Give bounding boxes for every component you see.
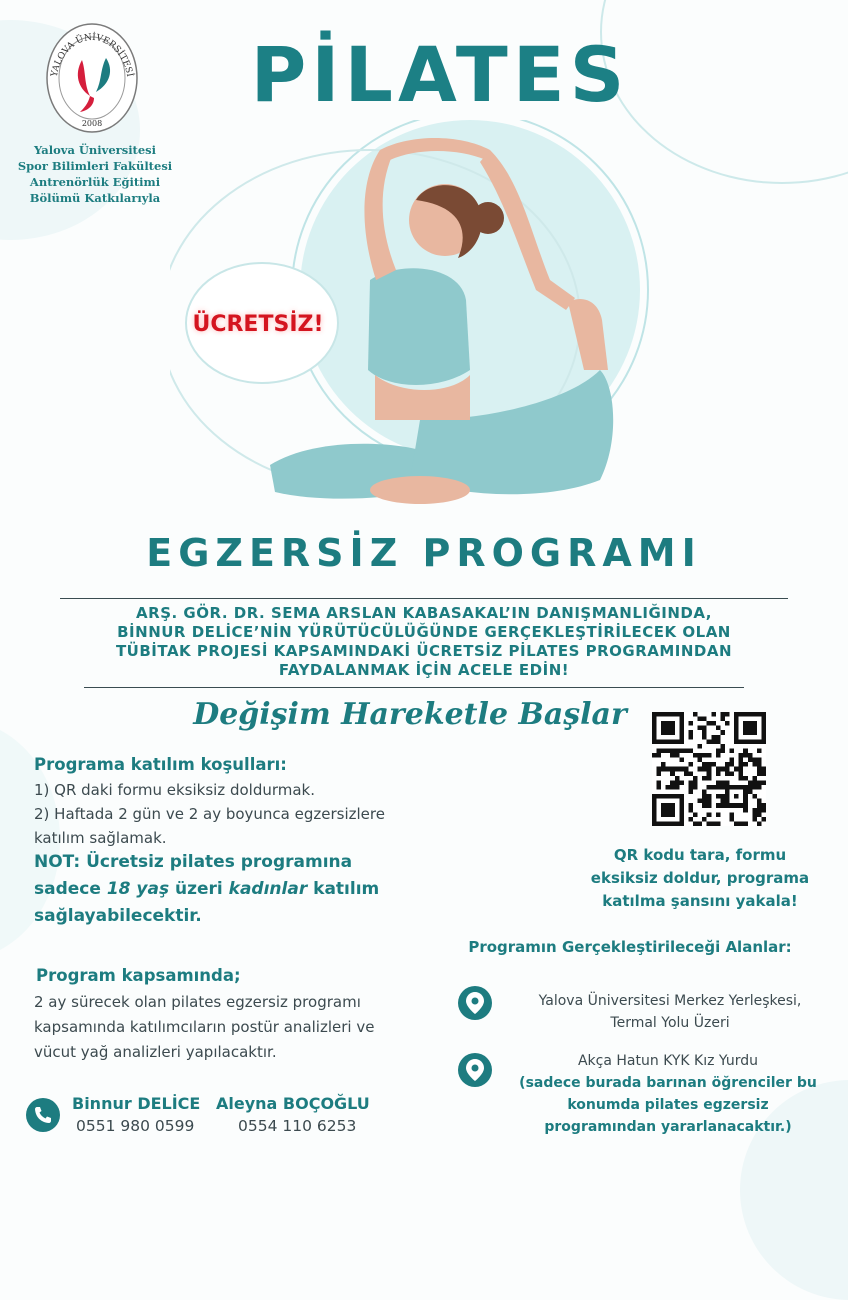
conditions-heading: Programa katılım koşulları: [34,755,287,774]
location-line: Yalova Üniversitesi Merkez Yerleşkesi, [538,993,802,1009]
note-line [34,876,379,903]
note-women: kadınlar [228,879,308,899]
qr-caption-line: QR kodu tara, formu [613,846,787,864]
scope-heading: Program kapsamında; [36,966,241,985]
eligibility-note [34,849,379,930]
university-logo [44,22,140,134]
logo-caption-line: Spor Bilimleri Fakültesi [17,159,173,173]
logo-caption-line: Antrenörlük Eğitimi [29,175,161,189]
description-line: FAYDALANMAK İÇİN ACELE EDİN! [278,661,570,679]
note-text: katılım [307,879,380,899]
location-pin-icon [458,986,492,1020]
location-line: Termal Yolu Üzeri [610,1015,730,1031]
condition-line: 2) Haftada 2 gün ve 2 ay boyunca egzersizlere [34,805,385,823]
qr-caption-line: eksiksiz doldur, programa [590,869,810,887]
location-pin-icon [458,1053,492,1087]
qr-caption-line: katılma şansını yakala! [602,892,798,910]
note-age: 18 yaş [106,879,170,899]
scope-line: kapsamında katılımcıların postür analizleri ve [34,1018,375,1036]
project-description [40,604,808,680]
slogan: Değişim Hareketle Başlar [193,697,627,732]
divider-bottom [84,687,744,688]
location-note-line: programından yararlanacaktır.) [544,1119,792,1135]
program-title: EGZERSİZ PROGRAMI [146,531,702,575]
note-text: üzeri [169,879,229,899]
location-note-line: (sadece burada barınan öğrenciler bu [519,1075,817,1091]
scope-line: 2 ay sürecek olan pilates egzersiz programı [34,993,361,1011]
svg-text:2008: 2008 [81,119,103,128]
divider-top [60,598,788,599]
location-campus [500,990,840,1034]
conditions-list [34,778,385,850]
logo-caption [6,142,184,206]
contact-name-2: Aleyna BOÇOĞLU [216,1094,370,1113]
contact-phone-2[interactable]: 0554 110 6253 [238,1117,357,1135]
description-line: TÜBİTAK PROJESİ KAPSAMINDAKİ ÜCRETSİZ PİLATES PROGRAMINDAN [115,642,733,660]
qr-caption [560,844,840,913]
note-line: NOT: Ücretsiz pilates programına [34,852,353,872]
logo-caption-line: Bölümü Katkılarıyla [29,191,161,205]
qr-code[interactable] [652,712,766,826]
contact-phone-1[interactable]: 0551 980 0599 [76,1117,195,1135]
free-badge: ÜCRETSİZ! [192,311,324,337]
page-title: PİLATES [250,30,630,119]
note-text: sadece [34,879,107,899]
phone-icon [26,1098,60,1132]
location-line: Akça Hatun KYK Kız Yurdu [577,1053,759,1069]
scope-text [34,990,374,1065]
svg-text:YALOVA ÜNİVERSİTESİ: YALOVA ÜNİVERSİTESİ [49,32,135,78]
location-note-line: konumda pilates egzersiz [567,1097,769,1113]
scope-line: vücut yağ analizleri yapılacaktır. [34,1043,277,1061]
description-line: BİNNUR DELİCE’NİN YÜRÜTÜCÜLÜĞÜNDE GERÇEKLEŞTİRİLECEK OLAN [117,623,731,641]
contact-name-1: Binnur DELİCE [72,1094,201,1113]
condition-line: katılım sağlamak. [34,829,167,847]
logo-caption-line: Yalova Üniversitesi [33,143,157,157]
location-dormitory [496,1050,840,1138]
note-line: sağlayabilecektir. [34,906,202,926]
locations-heading: Programın Gerçekleştirileceği Alanlar: [468,938,792,956]
description-line: ARŞ. GÖR. DR. SEMA ARSLAN KABASAKAL’IN DANIŞMANLIĞINDA, [136,604,712,622]
condition-line: 1) QR daki formu eksiksiz doldurmak. [34,781,316,799]
